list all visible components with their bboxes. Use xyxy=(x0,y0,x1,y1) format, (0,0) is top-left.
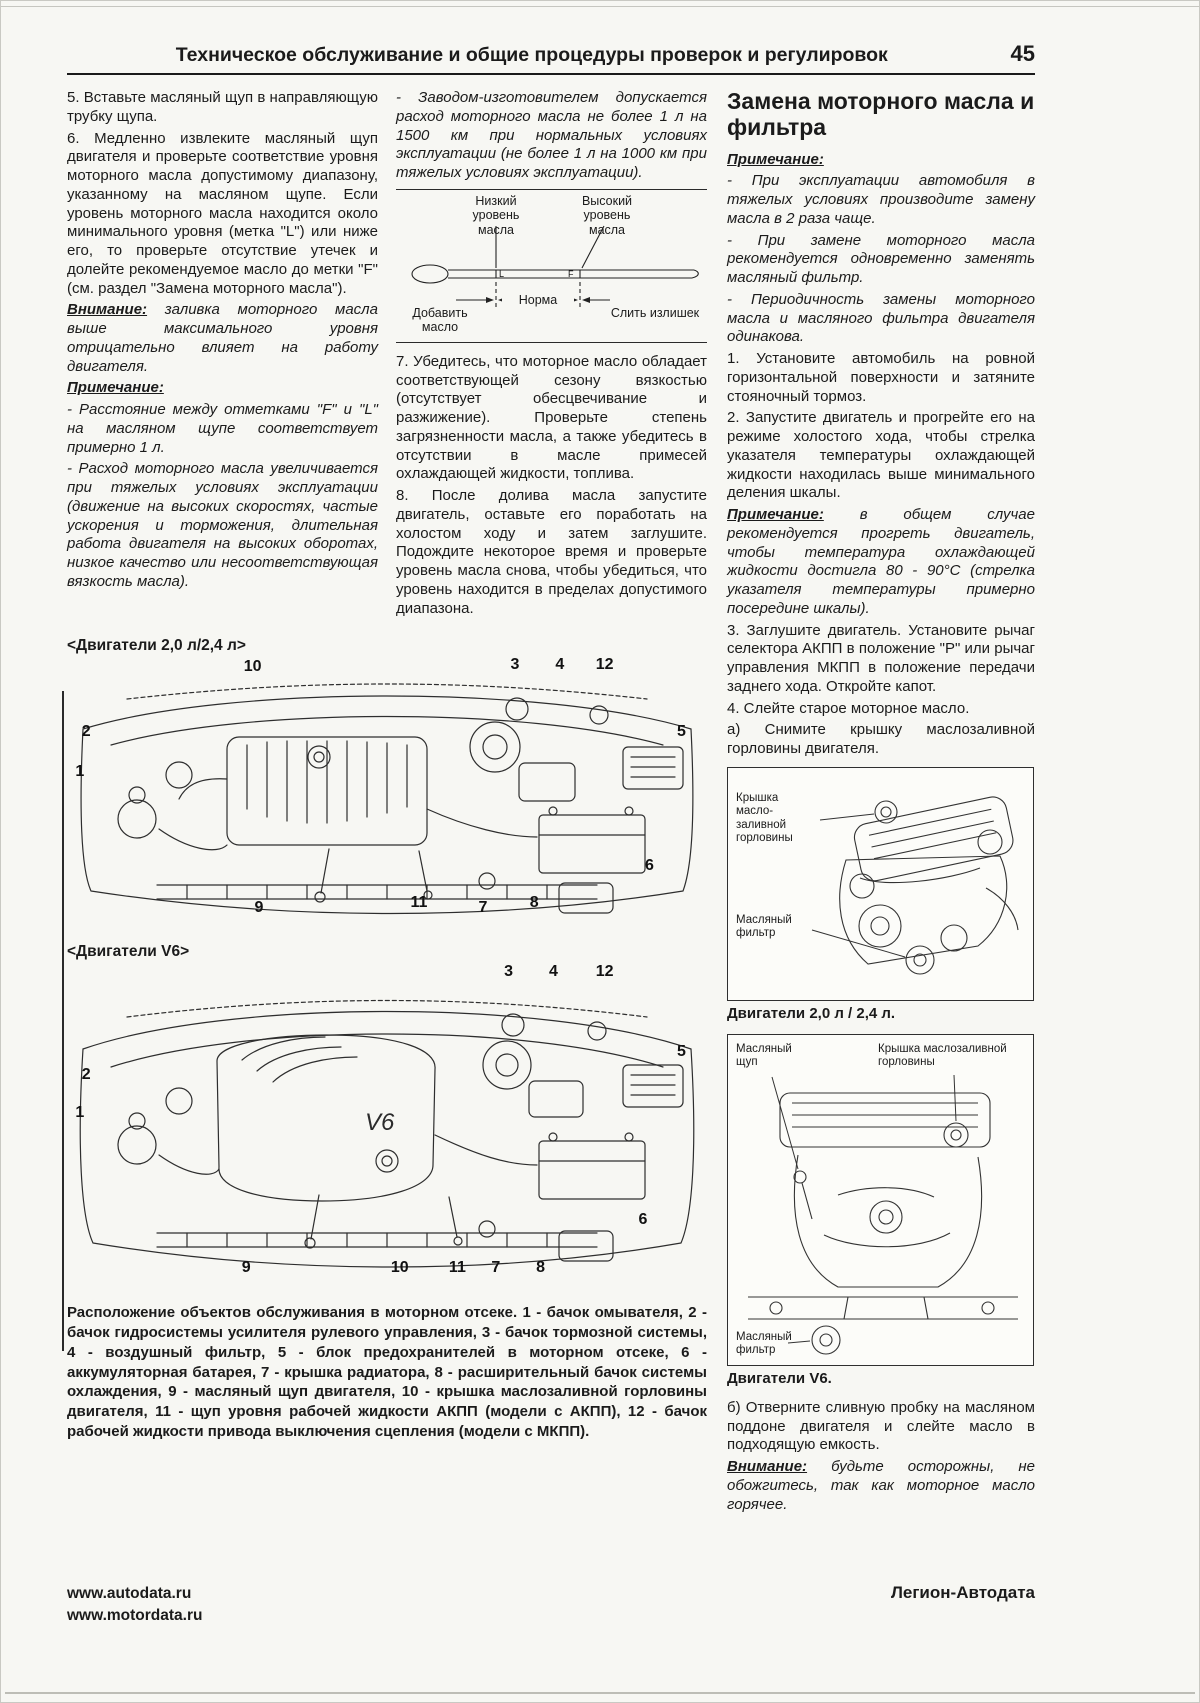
scan-artifact-line xyxy=(62,691,64,1351)
footer-brand: Легион-Автодата xyxy=(890,1583,1035,1602)
rc-warning xyxy=(727,1458,1035,1514)
callout-number-5: 5 xyxy=(676,722,686,740)
rc-inline-note-text: в общем случае рекомендуется прогреть двигатель, чтобы температура охлаждающей жидкости достигла 80 - 90°C (стрелка указателя температуры примерно посередине шкалы). xyxy=(727,506,1035,617)
callout-number-3: 3 xyxy=(510,655,520,673)
dipstick-mark-l: L xyxy=(499,268,505,279)
callout-number-9: 9 xyxy=(254,899,264,917)
rc-warning-text: будьте осторожны, не обожгитесь, так как моторное масло горячее. xyxy=(727,1458,1035,1513)
callout-number-5: 5 xyxy=(676,1043,686,1061)
right-column xyxy=(727,89,1035,1517)
rc-note-item-3: - Периодичность замены моторного масла и масляного фильтра двигателя одинакова. xyxy=(727,290,1035,346)
step-6-text: 6. Медленно извлеките масляный щуп двигателя и проверьте соответствие уровня моторного масла допустимому диапазону, указанному на масляном щупе. Если уровень моторного масла находится около минимального уровня (метка "L") или ниже его, то проверьте отсутствие утечек и долейте рекомендуемое масло до метки "F" (см. раздел "Замена моторного масла"). xyxy=(67,129,378,297)
engine-bay-diagram-v6 xyxy=(67,962,707,1287)
engine-bay-diagram-20-24 xyxy=(67,655,707,927)
photo1-caption: Двигатели 2,0 л / 2,4 л. xyxy=(727,1004,896,1022)
scan-edge-top xyxy=(1,6,1199,7)
step-8-text: 8. После долива масла запустите двигатель, оставьте его поработать на холостом ходу и затем заглушите. Подождите некоторое время и проверьте уровень масла снова, чтобы убедиться, что уровень находится в пределах допустимого диапазона. xyxy=(396,487,707,617)
callout-number-10: 10 xyxy=(243,658,262,676)
engine-bay-illustration xyxy=(67,659,707,927)
callout-number-7: 7 xyxy=(491,1258,501,1276)
engine-v6-photo-illustration xyxy=(728,1035,1033,1365)
step-5-text: 5. Вставьте масляный щуп в направляющую трубку щупа. xyxy=(67,89,378,125)
photo2-caption: Двигатели V6. xyxy=(727,1369,832,1387)
footer-url-autodata: www.autodata.ru xyxy=(67,1585,192,1602)
note-heading xyxy=(67,379,378,398)
callout-number-1: 1 xyxy=(75,762,85,780)
callout-number-12: 12 xyxy=(595,962,614,980)
rc-note-heading xyxy=(727,151,1035,170)
callout-number-10: 10 xyxy=(390,1258,409,1276)
column-middle xyxy=(396,89,707,621)
rc-step-4: 4. Слейте старое моторное масло. xyxy=(727,699,970,717)
rc-step-2: 2. Запустите двигатель и прогрейте его на режиме холостого хода, чтобы стрелка указателя температуры охлаждающей жидкости находилась выше минимального деления шкалы. xyxy=(727,409,1035,502)
note-item-3: - Заводом-изготовителем допускается расход моторного масла не более 1 л на 1500 км при нормальных условиях эксплуатации (не более 1 л на 1000 км при тяжелых условиях эксплуатации). xyxy=(396,89,707,181)
note-item-2: - Расход моторного масла увеличивается при тяжелых условиях эксплуатации (движение на высоких скоростях, частые ускорения и торможения, длительная работа двигателя на высоких оборотах, низкое качество или несоответствующая вязкость масла). xyxy=(67,460,378,590)
dipstick-label-add: Добавить масло xyxy=(412,305,468,335)
photo2-label-oil-cap: Крышка маслозаливной горловины xyxy=(878,1042,1007,1069)
diagram-caption: Расположение объектов обслуживания в моторном отсеке. 1 - бачок омывателя, 2 - бачок гидросистемы усилителя рулевого управления, 3 - бачок тормозной системы, 4 - воздушный фильтр, 5 - блок предохранителей в моторном отсеке, 6 - аккумуляторная батарея, 7 - крышка радиатора, 8 - расширительный бачок системы охлаждения, 9 - масляный щуп двигателя, 10 - крышка маслозаливной горловины двигателя, 11 - щуп уровня рабочей жидкости АКПП (модели с АКПП), 12 - бачок рабочей жидкости привода выключения сцепления (модели с МКПП). xyxy=(67,1304,707,1441)
callout-number-6: 6 xyxy=(638,1210,648,1228)
note-item-1: - Расстояние между отметками "F" и "L" на масляном щупе соответствует примерно 1 л. xyxy=(67,401,378,456)
page-title: Техническое обслуживание и общие процедуры проверок и регулировок xyxy=(175,44,888,66)
page-footer xyxy=(67,1583,1035,1628)
callout-number-9: 9 xyxy=(241,1258,251,1276)
photo2-label-oil-filter: Масляный фильтр xyxy=(736,1330,792,1357)
callout-number-8: 8 xyxy=(536,1258,546,1276)
dipstick-label-drain: Слить излишек xyxy=(610,305,700,320)
photo1-label-oil-cap: Крышка масло-заливной горловины xyxy=(736,791,793,845)
note-label: Примечание: xyxy=(67,379,164,397)
main-area xyxy=(67,89,707,1517)
rc-note-item-2: - При замене моторного масла рекомендуется одновременно заменять масляный фильтр. xyxy=(727,231,1035,286)
callout-number-11: 11 xyxy=(410,894,428,912)
dipstick-label-high: Высокий уровень масла xyxy=(581,193,633,237)
photo2-label-dipstick: Масляный щуп xyxy=(736,1042,792,1069)
column-left xyxy=(67,89,378,621)
page-body xyxy=(67,89,1035,1517)
rc-inline-note-label: Примечание: xyxy=(727,506,824,523)
text-columns xyxy=(67,89,707,621)
rc-step-3: 3. Заглушите двигатель. Установите рычаг селектора АКПП в положение "P" или рычаг управления МКПП в положение передачи заднего хода. Откройте капот. xyxy=(727,621,1035,695)
diagram1-title: <Двигатели 2,0 л/2,4 л> xyxy=(67,637,246,655)
rc-step-4b: б) Отверните сливную пробку на масляном поддоне двигателя и слейте масло в подходящую емкость. xyxy=(727,1398,1035,1454)
rc-note-item-1: - При эксплуатации автомобиля в тяжелых условиях производите замену масла в 2 раза чаще. xyxy=(727,172,1035,227)
rc-step-4a: а) Снимите крышку маслозаливной горловины двигателя. xyxy=(727,721,1035,757)
callout-number-3: 3 xyxy=(504,962,514,980)
photo-engine-v6 xyxy=(727,1034,1034,1366)
scan-edge-bottom xyxy=(5,1692,1195,1694)
callout-number-1: 1 xyxy=(75,1104,85,1122)
dipstick-label-norm: Норма xyxy=(502,293,574,307)
section-heading: Замена моторного масла и фильтра xyxy=(727,88,1035,140)
callout-number-2: 2 xyxy=(81,722,91,740)
page-header xyxy=(67,41,1035,75)
warning-label: Внимание: xyxy=(67,301,148,319)
dipstick-mark-f: F xyxy=(568,268,574,279)
diagram2-title: <Двигатели V6> xyxy=(67,943,190,961)
dipstick-figure xyxy=(396,189,707,343)
page-number: 45 xyxy=(1010,41,1035,66)
photo1-label-oil-filter: Масляный фильтр xyxy=(736,913,792,940)
callout-number-12: 12 xyxy=(595,655,614,673)
callout-number-8: 8 xyxy=(529,894,539,912)
callout-number-2: 2 xyxy=(81,1065,91,1083)
rc-inline-note xyxy=(727,506,1035,619)
rc-step-1: 1. Установите автомобиль на ровной горизонтальной поверхности и затяните стояночный тормоз. xyxy=(727,350,1035,405)
callout-number-7: 7 xyxy=(478,899,488,917)
step-7-text: 7. Убедитесь, что моторное масло обладает соответствующей сезону вязкостью (отсутствует обесцвечивание и разжижение). Проверьте степень загрязненности масла, а также убедитесь в отсутствии в масле примесей охлаждающей жидкости, топлива. xyxy=(396,352,707,483)
page-content xyxy=(67,41,1035,1517)
callout-number-6: 6 xyxy=(644,856,654,874)
engine-bay-v6-illustration xyxy=(67,962,707,1287)
callout-number-4: 4 xyxy=(555,655,565,673)
dipstick-label-low: Низкий уровень масла xyxy=(472,193,520,237)
rc-note-label: Примечание: xyxy=(727,150,824,168)
photo-engine-20-24 xyxy=(727,767,1034,1001)
callout-number-11: 11 xyxy=(448,1258,466,1276)
rc-warning-label: Внимание: xyxy=(727,1458,808,1475)
v6-engine-label: V6 xyxy=(365,1109,395,1137)
callout-number-4: 4 xyxy=(548,962,558,980)
warning-paragraph xyxy=(67,301,378,376)
footer-urls xyxy=(67,1583,203,1628)
footer-url-motordata: www.motordata.ru xyxy=(67,1607,203,1625)
warning-text: заливка моторного масла выше максимального уровня отрицательно влияет на работу двигателя. xyxy=(67,301,378,375)
